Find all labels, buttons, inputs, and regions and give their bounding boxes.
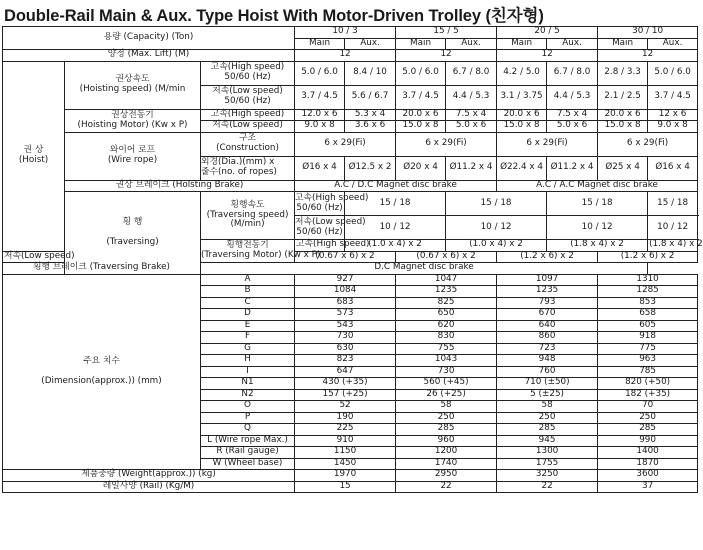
wire-dia-value: Ø20 x 4 [396, 156, 446, 180]
traversing-motor-value: (0.67 x 6) x 2 [295, 251, 396, 263]
dimension-value: 630 [295, 343, 396, 355]
traversing-motor-value: (0.67 x 6) x 2 [396, 251, 497, 263]
dimension-value: 1043 [396, 355, 497, 367]
hoisting-speed-value: 8.4 / 10 [345, 61, 396, 85]
traversing-motor-label [201, 240, 321, 263]
dimension-value: 1310 [598, 274, 698, 286]
main-header: Main [497, 38, 547, 50]
wire-dia-value: Ø16 x 4 [295, 156, 345, 180]
hoisting-speed-label [65, 61, 201, 109]
traversing-speed-value: 10 / 12 [446, 216, 547, 240]
dimension-value: 710 (±50) [497, 378, 598, 390]
traversing-brake-value: D.C Magnet disc brake [201, 263, 648, 275]
hoisting-speed-value: 4.2 / 5.0 [497, 61, 547, 85]
hoisting-motor-value: 9.0 x 8 [295, 121, 345, 133]
label-line: (Hoisting speed) (M/min [79, 84, 186, 94]
dimension-key: D [201, 309, 295, 321]
hoisting-speed-value: 3.7 / 4.5 [648, 85, 698, 109]
dimension-value: 650 [396, 309, 497, 321]
dimension-value: 1400 [598, 447, 698, 459]
hoisting-speed-value: 2.8 / 3.3 [598, 61, 648, 85]
label-line: (M/min) [230, 219, 265, 230]
weight-value: 3600 [598, 470, 698, 482]
dimension-value: 755 [396, 343, 497, 355]
main-header: Main [598, 38, 648, 50]
dimension-value: 730 [295, 332, 396, 344]
weight-value: 2950 [396, 470, 497, 482]
hoisting-speed-value: 2.1 / 2.5 [598, 85, 648, 109]
dimension-value: 820 (+50) [598, 378, 698, 390]
dimension-label [3, 274, 201, 470]
label-line: 50/60 (Hz) [224, 96, 271, 106]
table-row [3, 61, 698, 85]
spec-table [2, 26, 703, 493]
dimension-key: H [201, 355, 295, 367]
dimension-value: 182 (+35) [598, 389, 698, 401]
dimension-key: N2 [201, 389, 295, 401]
dimension-value: 620 [396, 320, 497, 332]
label-line: 50/60 (Hz) [224, 72, 271, 82]
traversing-speed-value: 10 / 12 [547, 216, 648, 240]
dimension-value: 285 [396, 424, 497, 436]
hoisting-motor-value: 15.0 x 8 [396, 121, 446, 133]
label-line: 줄수(no. of ropes) [201, 167, 277, 177]
hoist-group-line: 권 상 [23, 145, 44, 156]
aux-header: Aux. [648, 38, 698, 50]
hoisting-speed-value: 5.0 / 6.0 [396, 61, 446, 85]
dimension-value: 26 (+25) [396, 389, 497, 401]
hoisting-motor-value: 7.5 x 4 [446, 109, 497, 121]
dimension-key: G [201, 343, 295, 355]
label-line: (Construction) [216, 143, 279, 153]
table-row [3, 470, 698, 482]
main-header: Main [295, 38, 345, 50]
dimension-value: 250 [497, 412, 598, 424]
hoist-group-label [3, 61, 65, 251]
dimension-value: 948 [497, 355, 598, 367]
weight-label: 제품중량 (Weight(approx.)) (kg) [3, 470, 295, 482]
dimension-value: 1047 [396, 274, 497, 286]
hoisting-motor-value: 15.0 x 8 [598, 121, 648, 133]
dimension-value: 1235 [396, 286, 497, 298]
hoisting-motor-value: 12 x 6 [648, 109, 698, 121]
dimension-value: 560 (+45) [396, 378, 497, 390]
dimension-key: Q [201, 424, 295, 436]
dimension-key: L (Wire rope Max.) [201, 435, 295, 447]
traversing-speed-value: 10 / 12 [648, 216, 698, 240]
low-speed-label: 저속(Low speed) [4, 250, 75, 261]
traversing-speed-value: 10 / 12 [345, 216, 446, 240]
dimension-key: B [201, 286, 295, 298]
traversing-speed-value: 15 / 18 [547, 192, 648, 216]
high-speed-label: 고속(High speed) [296, 239, 370, 250]
dimension-value: 793 [497, 297, 598, 309]
dimension-value: 683 [295, 297, 396, 309]
hoisting-brake-value: A.C / A.C Magnet disc brake [497, 180, 698, 192]
dimension-value: 1235 [497, 286, 598, 298]
construction-value: 6 x 29(Fi) [497, 132, 598, 156]
label-line: (Hoisting Motor) (Kw x P) [77, 119, 188, 130]
wire-rope-label [65, 132, 201, 180]
traverse-group-line: (Traversing) [106, 236, 159, 247]
dimension-value: 775 [598, 343, 698, 355]
hoisting-motor-value: 20.0 x 6 [598, 109, 648, 121]
label-line: 고속(High speed) [210, 62, 285, 73]
dimension-value: 785 [598, 366, 698, 378]
label-line: (Traversing speed) [206, 209, 289, 220]
low-speed-label: 저속(Low speed) [201, 121, 295, 133]
max-lift-value: 12 [598, 50, 698, 62]
dimension-value: 1450 [295, 458, 396, 470]
dimension-key: E [201, 320, 295, 332]
traversing-motor-value: (1.0 x 4) x 2 [446, 240, 547, 252]
dimension-value: 823 [295, 355, 396, 367]
hoisting-motor-value: 20.0 x 6 [497, 109, 547, 121]
hoisting-motor-value: 5.3 x 4 [345, 109, 396, 121]
construction-value: 6 x 29(Fi) [295, 132, 396, 156]
traversing-speed-value: 15 / 18 [446, 192, 547, 216]
dimension-value: 647 [295, 366, 396, 378]
dimension-value: 910 [295, 435, 396, 447]
label-line: 권상속도 [115, 74, 150, 85]
construction-value: 6 x 29(Fi) [598, 132, 698, 156]
max-lift-value: 12 [396, 50, 497, 62]
table-row [3, 132, 698, 156]
traversing-brake-label: 횡행 브레이크 (Traversing Brake) [3, 263, 201, 275]
dimension-value: 1740 [396, 458, 497, 470]
dimension-value: 927 [295, 274, 396, 286]
hoisting-speed-value: 5.6 / 6.7 [345, 85, 396, 109]
dimension-value: 285 [497, 424, 598, 436]
dimension-value: 1150 [295, 447, 396, 459]
hoisting-motor-value: 20.0 x 6 [396, 109, 446, 121]
construction-value: 6 x 29(Fi) [396, 132, 497, 156]
dimension-value: 58 [497, 401, 598, 413]
high-speed-label [295, 192, 369, 216]
hoisting-speed-value: 3.7 / 4.5 [396, 85, 446, 109]
hoisting-motor-value: 12.0 x 6 [295, 109, 345, 121]
table-row [3, 50, 698, 62]
dimension-value: 543 [295, 320, 396, 332]
dimension-key: O [201, 401, 295, 413]
dimension-value: 963 [598, 355, 698, 367]
traversing-motor-value: (1.8 x 4) x 2 [649, 239, 703, 250]
dimension-value: 157 (+25) [295, 389, 396, 401]
dimension-value: 918 [598, 332, 698, 344]
hoisting-motor-value: 9.0 x 8 [648, 121, 698, 133]
table-row [3, 481, 698, 493]
dimension-value: 285 [598, 424, 698, 436]
hoisting-speed-value: 4.4 / 5.3 [446, 85, 497, 109]
hoisting-speed-value: 5.0 / 6.0 [295, 61, 345, 85]
table-row [3, 263, 698, 275]
traversing-speed-value: 15 / 18 [648, 192, 698, 216]
hoist-group-line: (Hoist) [18, 155, 49, 165]
hoisting-motor-value: 5.0 x 6 [446, 121, 497, 133]
dimension-value: 605 [598, 320, 698, 332]
label-line: (Dimension(approx.)) (mm) [41, 375, 162, 386]
dimension-value: 1870 [598, 458, 698, 470]
construction-label [201, 132, 295, 156]
hoisting-speed-value: 3.1 / 3.75 [497, 85, 547, 109]
label-line: 외경(Dia.)(mm) x [201, 157, 275, 168]
rail-value: 37 [598, 481, 698, 493]
traverse-group-line: 횡 행 [122, 217, 143, 228]
dimension-value: 960 [396, 435, 497, 447]
hoisting-motor-value: 5.0 x 6 [547, 121, 598, 133]
dimension-value: 658 [598, 309, 698, 321]
aux-header: Aux. [446, 38, 497, 50]
dimension-value: 52 [295, 401, 396, 413]
dimension-key: C [201, 297, 295, 309]
label-line: (Traversing Motor) (Kw x P) [201, 250, 321, 260]
dimension-key: W (Wheel base) [201, 458, 295, 470]
label-line: 횡행전동기 [226, 240, 269, 251]
dimension-value: 640 [497, 320, 598, 332]
dimension-value: 830 [396, 332, 497, 344]
hoisting-speed-value: 3.7 / 4.5 [295, 85, 345, 109]
dimension-key: F [201, 332, 295, 344]
wire-dia-value: Ø22.4 x 4 [497, 156, 547, 180]
table-row [3, 274, 698, 286]
rail-label: 레일사양 (Rail) (Kg/M) [3, 481, 295, 493]
label-line: 주요 치수 [83, 356, 120, 367]
wire-dia-value: Ø25 x 4 [598, 156, 648, 180]
dimension-value: 430 (+35) [295, 378, 396, 390]
wire-dia-value: Ø16 x 4 [648, 156, 698, 180]
capacity-value: 20 / 5 [497, 27, 598, 39]
wire-dia-value: Ø11.2 x 4 [446, 156, 497, 180]
dimension-value: 670 [497, 309, 598, 321]
dimension-value: 1300 [497, 447, 598, 459]
dimension-value: 1285 [598, 286, 698, 298]
dimension-value: 225 [295, 424, 396, 436]
dimension-value: 1084 [295, 286, 396, 298]
rail-value: 22 [497, 481, 598, 493]
traversing-motor-value: (1.2 x 6) x 2 [497, 251, 598, 263]
dimension-key: R (Rail gauge) [201, 447, 295, 459]
high-speed-label: 고속(High speed) [201, 109, 295, 121]
hoisting-speed-value: 6.7 / 8.0 [446, 61, 497, 85]
max-lift-value: 12 [295, 50, 396, 62]
traversing-motor-value: (1.8 x 4) x 2 [547, 240, 648, 252]
page-title: Double-Rail Main & Aux. Type Hoist With Motor-Driven Trolley (친자형) [4, 7, 544, 25]
label-line: 권상전동기 [111, 109, 154, 120]
label-line: 와이어 로프 [109, 145, 156, 156]
dimension-value: 730 [396, 366, 497, 378]
weight-value: 1970 [295, 470, 396, 482]
low-speed-label [295, 216, 366, 240]
label-line: 고속(High speed) [295, 192, 369, 203]
table-row [3, 109, 698, 121]
aux-header: Aux. [345, 38, 396, 50]
capacity-label: 용량 (Capacity) (Ton) [3, 27, 295, 50]
dimension-value: 1755 [497, 458, 598, 470]
dimension-value: 825 [396, 297, 497, 309]
label-line: 횡행속도 [230, 199, 265, 210]
wire-dia-value: Ø11.2 x 4 [547, 156, 598, 180]
label-line: (Wire rope) [107, 155, 158, 165]
dimension-key: P [201, 412, 295, 424]
dia-ropes-label [201, 156, 295, 180]
label-line: 저속(Low speed) [295, 216, 366, 227]
traversing-motor-value: (1.2 x 6) x 2 [598, 251, 698, 263]
max-lift-value: 12 [497, 50, 598, 62]
hoisting-motor-value: 15.0 x 8 [497, 121, 547, 133]
dimension-value: 58 [396, 401, 497, 413]
dimension-value: 1200 [396, 447, 497, 459]
dimension-value: 573 [295, 309, 396, 321]
dimension-value: 945 [497, 435, 598, 447]
table-row [3, 180, 698, 192]
capacity-value: 30 / 10 [598, 27, 698, 39]
dimension-value: 250 [598, 412, 698, 424]
dimension-value: 860 [497, 332, 598, 344]
wire-dia-value: Ø12.5 x 2 [345, 156, 396, 180]
rail-value: 15 [295, 481, 396, 493]
traversing-speed-label [201, 192, 295, 240]
label-line: 50/60 (Hz) [296, 202, 343, 213]
capacity-value: 15 / 5 [396, 27, 497, 39]
label-line: 50/60 (Hz) [296, 226, 343, 237]
dimension-key: I [201, 366, 295, 378]
max-lift-label: 양정 (Max. Lift) (M) [3, 50, 295, 62]
dimension-value: 990 [598, 435, 698, 447]
rail-value: 22 [396, 481, 497, 493]
hoisting-brake-label: 권상 브레이크 (Holsting Brake) [65, 180, 295, 192]
dimension-value: 760 [497, 366, 598, 378]
dimension-value: 5 (±25) [497, 389, 598, 401]
hoisting-motor-label [65, 109, 201, 132]
aux-header: Aux. [547, 38, 598, 50]
dimension-value: 70 [598, 401, 698, 413]
low-speed-label [201, 85, 295, 109]
table-row [3, 192, 698, 216]
dimension-value: 190 [295, 412, 396, 424]
traversing-speed-value: 15 / 18 [345, 192, 446, 216]
main-header: Main [396, 38, 446, 50]
hoisting-motor-value: 3.6 x 6 [345, 121, 396, 133]
traversing-motor-value: (1.0 x 4) x 2 [345, 240, 446, 252]
hoisting-speed-value: 6.7 / 8.0 [547, 61, 598, 85]
capacity-value: 10 / 3 [295, 27, 396, 39]
high-speed-label [201, 61, 295, 85]
hoisting-speed-value: 5.0 / 6.0 [648, 61, 698, 85]
hoisting-speed-value: 4.4 / 5.3 [547, 85, 598, 109]
label-line: 구조 [239, 133, 257, 144]
hoisting-brake-value: A.C / D.C Magnet disc brake [295, 180, 497, 192]
dimension-value: 853 [598, 297, 698, 309]
hoisting-motor-value: 7.5 x 4 [547, 109, 598, 121]
table-row [3, 27, 698, 39]
dimension-key: N1 [201, 378, 295, 390]
dimension-key: A [201, 274, 295, 286]
dimension-value: 1097 [497, 274, 598, 286]
weight-value: 3250 [497, 470, 598, 482]
label-line: 저속(Low speed) [212, 86, 283, 97]
dimension-value: 723 [497, 343, 598, 355]
dimension-value: 250 [396, 412, 497, 424]
